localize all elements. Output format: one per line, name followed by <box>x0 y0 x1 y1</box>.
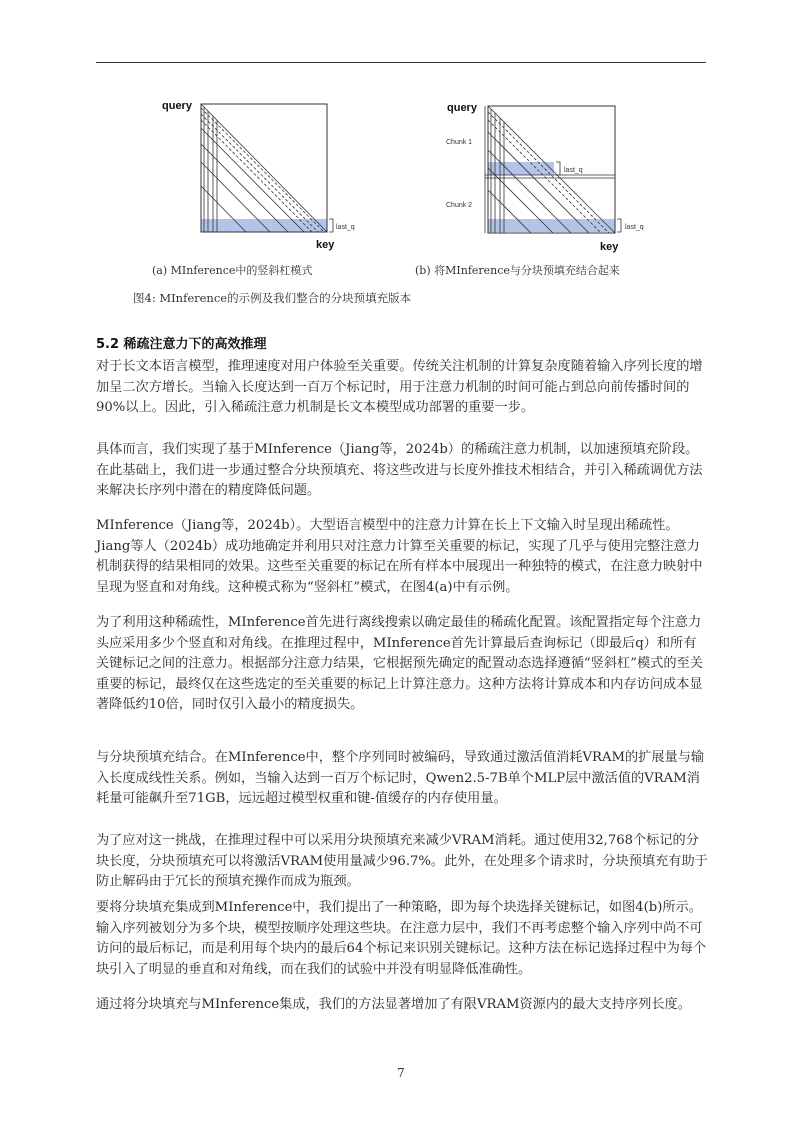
figure-b-key-label: key <box>600 241 619 253</box>
figure-b-svg <box>440 92 650 257</box>
section-title: 5.2 稀疏注意力下的高效推理 <box>96 337 267 352</box>
figure-b-chunk1-band <box>488 162 554 175</box>
figure-b-last-q-label-2: last_q <box>625 224 644 231</box>
figure-a-verticals <box>204 107 217 232</box>
header-rule <box>96 62 706 63</box>
paragraph-2: 具体而言，我们实现了基于MInference（Jiang等，2024b）的稀疏注意力机制，以加速预填充阶段。在此基础上，我们进一步通过整合分块预填充、将这些改进与长度外推技术相结合，并引入稀疏调优方法来解决长序列中潜在的精度降低问题。 <box>96 442 703 498</box>
paragraph-7: 要将分块填充集成到MInference中，我们提出了一种策略，即为每个块选择关键标记，如图4(b)所示。输入序列被划分为多个块，模型按顺序处理这些块。在注意力层中，我们不再考虑整个输入序列中尚不可访问的最后标记，而是利用每个块内的最后64个标记来识别关键标记。这种方法在标记选择过程中为每个块引入了明显的垂直和对角线，而在我们的试验中并没有明显降低准确性。 <box>96 900 707 977</box>
figure-a-last-q-bracket <box>329 219 333 232</box>
figure-a-last-q-label: last_q <box>336 224 355 231</box>
paragraph-3: MInference（Jiang等，2024b）。大型语言模型中的注意力计算在长上下文输入时呈现出稀疏性。Jiang等人（2024b）成功地确定并利用只对注意力计算至关重要的标记，实现了几乎与使用完整注意力机制获得的结果相同的效果。这些至关重要的标记在所有样本中展现出一种独特的模式，在注意力映射中呈现为竖直和对角线。这种模式称为“竖斜杠”模式，在图4(a)中有示例。 <box>96 518 703 595</box>
figure-b-chunk2-band <box>488 219 615 232</box>
figure-b-last-q-bracket-2 <box>617 219 621 232</box>
figure-b-caption: (b) 将MInference与分块预填充结合起来 <box>415 264 620 277</box>
figure-b-chunk1-label: Chunk 1 <box>446 139 473 146</box>
figure-b-last-q-bracket-1 <box>556 162 560 175</box>
paragraph-1: 对于长文本语言模型，推理速度对用户体验至关重要。传统关注机制的计算复杂度随着输入序列长度的增加呈二次方增长。当输入长度达到一百万个标记时，用于注意力机制的时间可能占到总向前传播时间的90%以上。因此，引入稀疏注意力机制是长文本模型成功部署的重要一步。 <box>96 359 703 415</box>
figure-a-query-label: query <box>162 100 192 112</box>
figure-b <box>440 92 650 257</box>
paragraph-6: 为了应对这一挑战，在推理过程中可以采用分块预填充来减少VRAM消耗。通过使用32,768个标记的分块长度，分块预填充可以将激活VRAM使用量减少96.7%。此外，在处理多个请求时，分块预填充有助于防止解码由于冗长的预填充操作而成为瓶颈。 <box>96 833 708 889</box>
paragraph-8: 通过将分块填充与MInference集成，我们的方法显著增加了有限VRAM资源内的最大支持序列长度。 <box>96 997 691 1012</box>
figure-b-last-q-label-1: last_q <box>564 167 583 174</box>
figure-a-svg <box>150 92 370 257</box>
figure-b-diagonals <box>488 106 615 233</box>
figure-b-query-label: query <box>447 102 477 114</box>
figure-a-key-label: key <box>316 239 335 251</box>
figure-a <box>150 92 370 257</box>
figure-caption: 图4: MInference的示例及我们整合的分块预填充版本 <box>133 291 412 305</box>
figure-a-caption: (a) MInference中的竖斜杠模式 <box>152 264 313 277</box>
figure-a-diagonals <box>201 104 327 232</box>
paragraph-4: 为了利用这种稀疏性，MInference首先进行离线搜索以确定最佳的稀疏化配置。该配置指定每个注意力头应采用多少个竖直和对角线。在推理过程中，MInference首先计算最后查询标记（即最后q）和所有关键标记之间的注意力。根据部分注意力结果，它根据预先确定的配置动态选择遵循“竖斜杠”模式的至关重要的标记，最终仅在这些选定的至关重要的标记上计算注意力。这种方法将计算成本和内存访问成本显著降低约10倍，同时仅引入最小的精度损失。 <box>96 615 703 712</box>
figure-b-chunk2-label: Chunk 2 <box>446 202 473 209</box>
page-number: 7 <box>397 1066 405 1080</box>
paragraph-5: 与分块预填充结合。在MInference中，整个序列同时被编码，导致通过激活值消耗VRAM的扩展量与输入长度成线性关系。例如，当输入达到一百万个标记时，Qwen2.5-7B单个MLP层中激活值的VRAM消耗量可能飙升至71GB，远远超过模型权重和键-值缓存的内存使用量。 <box>96 750 705 806</box>
